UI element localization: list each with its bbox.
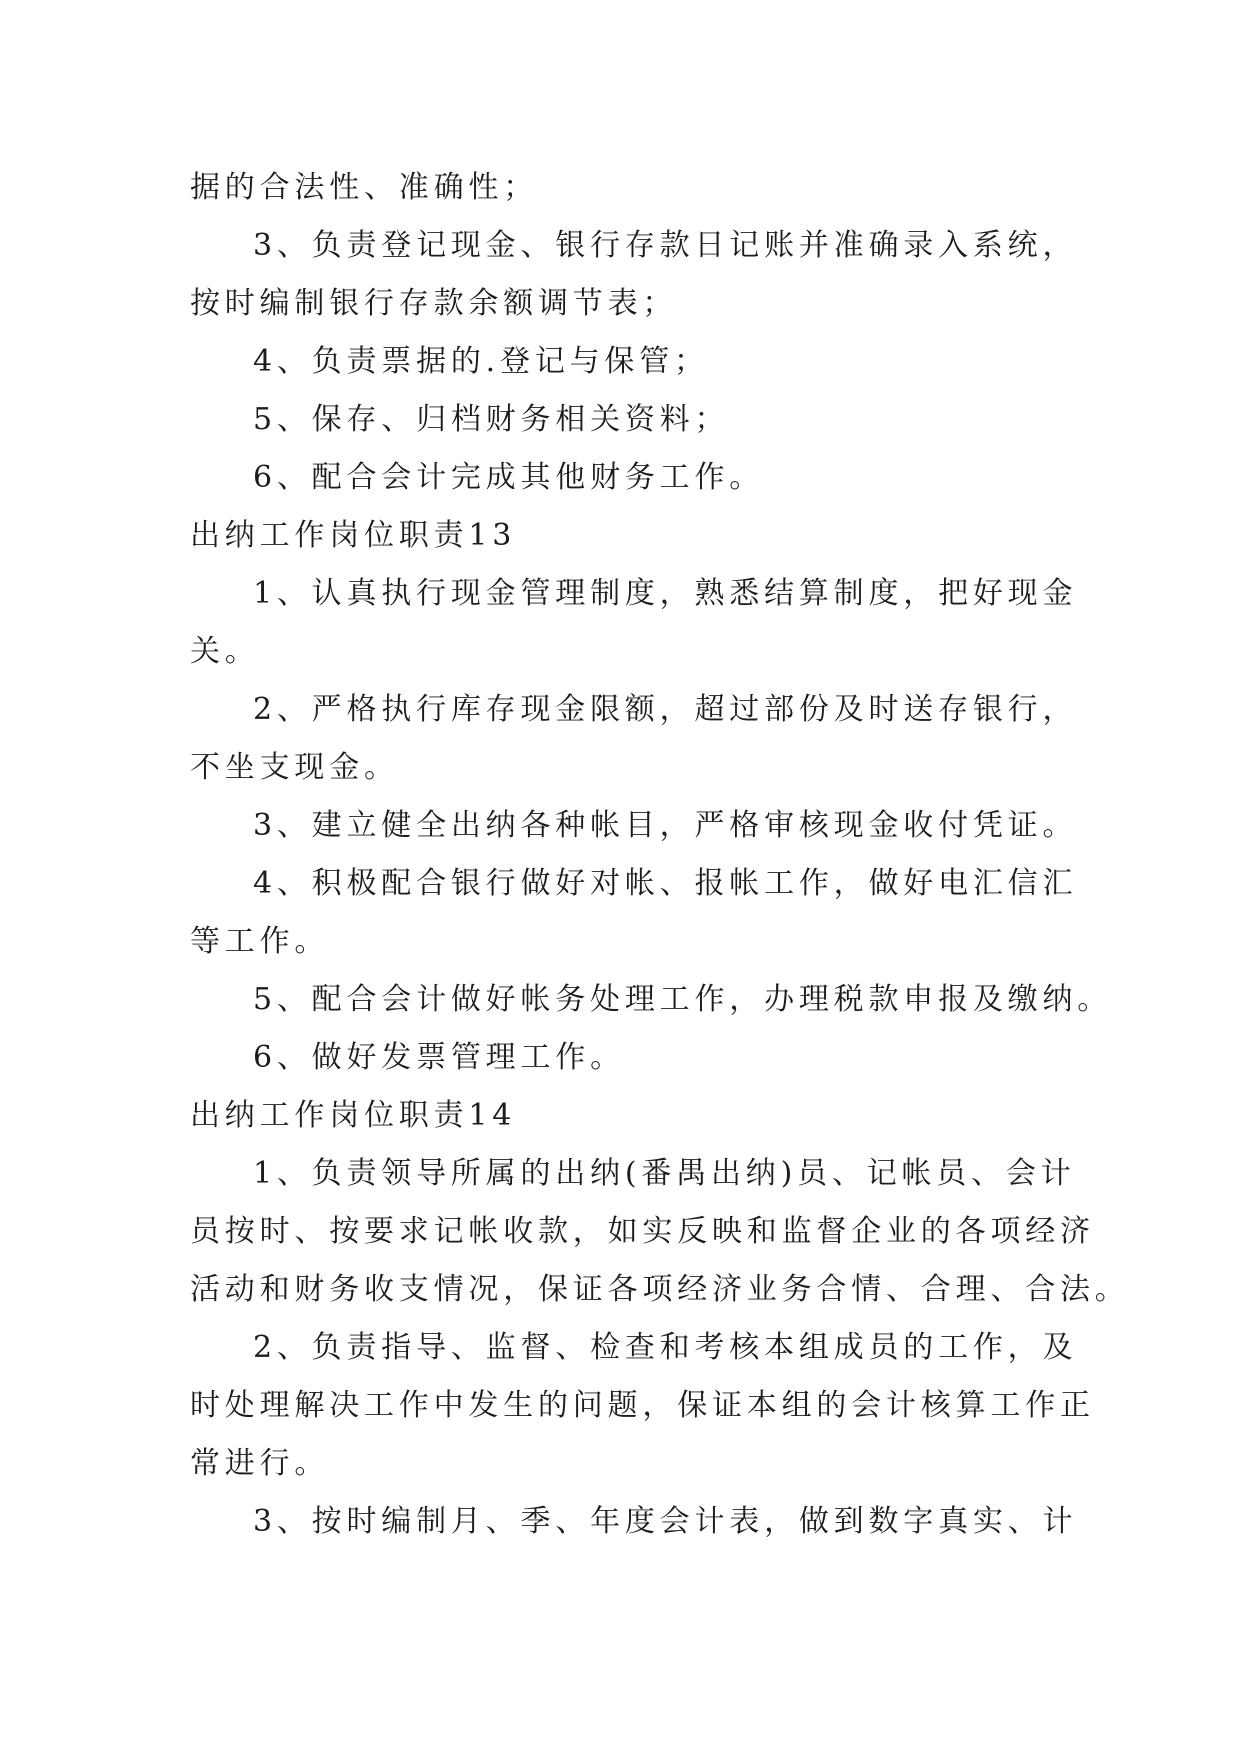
- text-line: 1、认真执行现金管理制度，熟悉结算制度，把好现金: [253, 576, 1078, 611]
- text-line: 活动和财务收支情况，保证各项经济业务合情、合理、合法。: [190, 1272, 1130, 1307]
- text-line: 3、负责登记现金、银行存款日记账并准确录入系统，: [253, 228, 1078, 263]
- text-line: 不坐支现金。: [190, 750, 399, 785]
- text-line: 6、配合会计完成其他财务工作。: [253, 460, 765, 495]
- text-line: 员按时、按要求记帐收款，如实反映和监督企业的各项经济: [190, 1214, 1095, 1249]
- section-heading: 出纳工作岗位职责13: [190, 518, 517, 553]
- text-line: 5、保存、归档财务相关资料；: [253, 402, 730, 437]
- text-line: 关。: [190, 634, 260, 669]
- text-line: 4、积极配合银行做好对帐、报帐工作，做好电汇信汇: [253, 866, 1078, 901]
- text-line: 3、建立健全出纳各种帐目，严格审核现金收付凭证。: [253, 808, 1078, 843]
- text-line: 2、负责指导、监督、检查和考核本组成员的工作，及: [253, 1330, 1078, 1365]
- text-line: 6、做好发票管理工作。: [253, 1040, 625, 1075]
- text-line: 2、严格执行库存现金限额，超过部份及时送存银行，: [253, 692, 1078, 727]
- section-heading: 出纳工作岗位职责14: [190, 1098, 517, 1133]
- text-line: 5、配合会计做好帐务处理工作，办理税款申报及缴纳。: [253, 982, 1113, 1017]
- text-line: 等工作。: [190, 924, 330, 959]
- text-line: 据的合法性、准确性；: [190, 170, 538, 205]
- text-line: 1、负责领导所属的出纳(番禺出纳)员、记帐员、会计: [253, 1156, 1076, 1191]
- text-line: 常进行。: [190, 1446, 330, 1481]
- text-line: 时处理解决工作中发生的问题，保证本组的会计核算工作正: [190, 1388, 1095, 1423]
- text-line: 3、按时编制月、季、年度会计表，做到数字真实、计: [253, 1504, 1078, 1539]
- text-line: 按时编制银行存款余额调节表；: [190, 286, 678, 321]
- text-line: 4、负责票据的.登记与保管；: [253, 344, 709, 379]
- document-body: [190, 159, 1130, 1551]
